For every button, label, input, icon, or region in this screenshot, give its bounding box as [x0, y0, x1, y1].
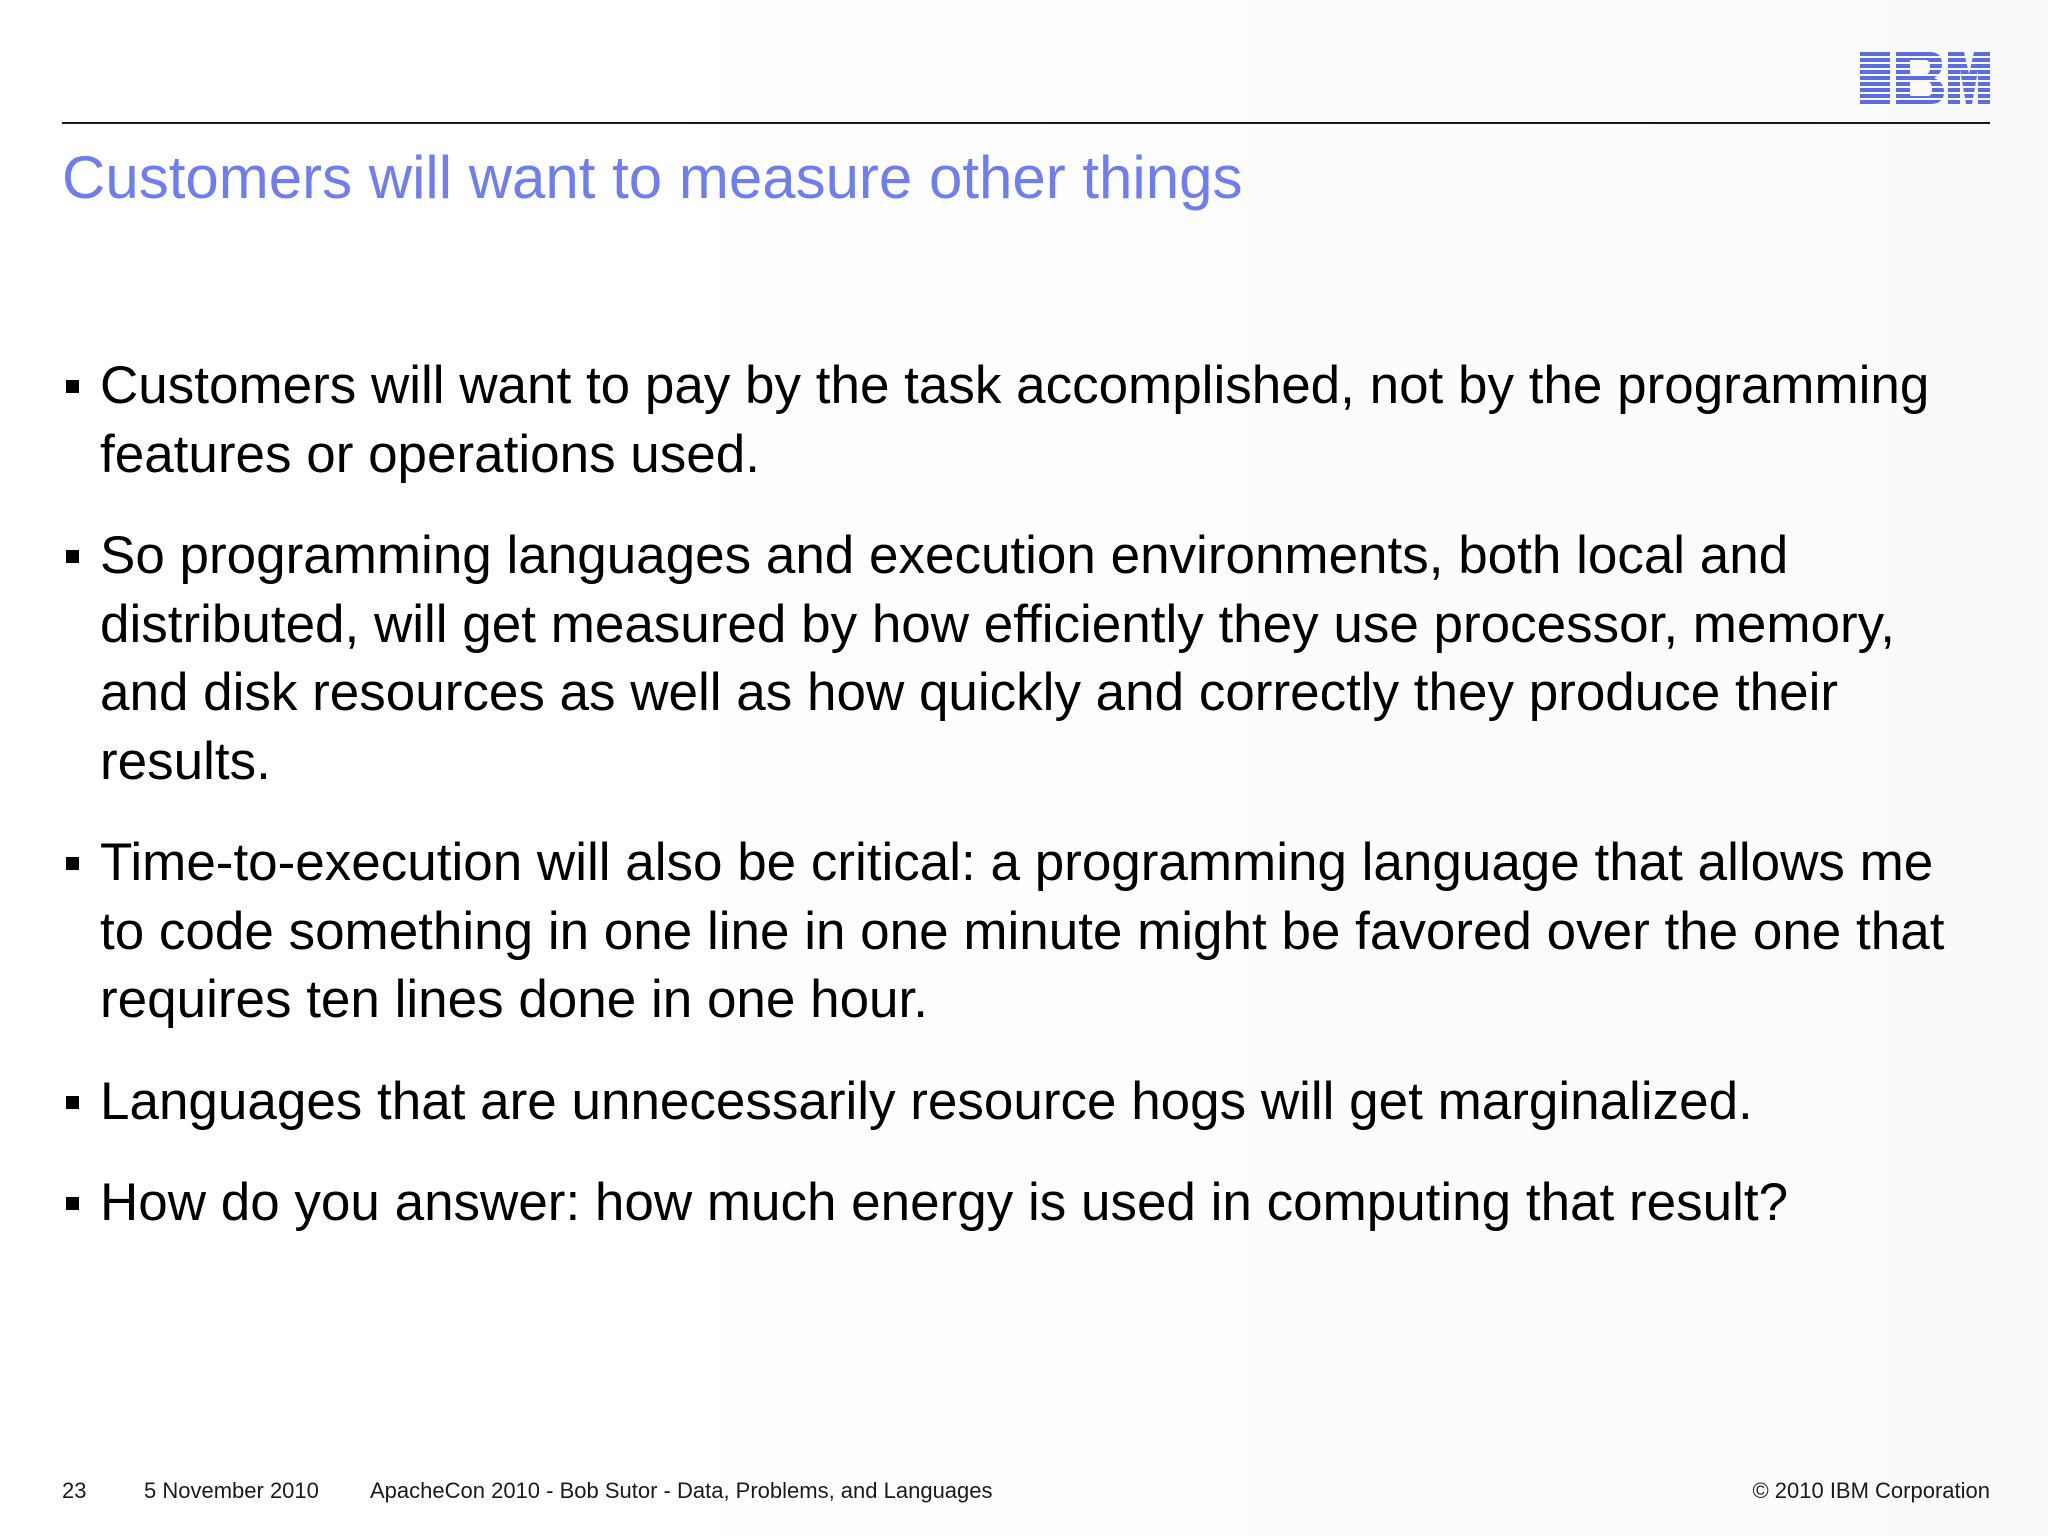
bullet-text: Customers will want to pay by the task accomplished, not by the programming features or operations used. [100, 356, 1930, 484]
bullet-text: So programming languages and execution environments, both local and distributed, will get measured by how efficiently they use processor, memory, and disk resources as well as how quickly and correctly they produce their results. [100, 526, 1895, 791]
bullet-item [62, 1068, 1952, 1137]
square-bullet-icon [66, 1197, 79, 1210]
square-bullet-icon [66, 1096, 79, 1109]
slide-title: Customers will want to measure other things [62, 144, 1243, 211]
square-bullet-icon [66, 857, 79, 870]
bullet-item [62, 1169, 1952, 1238]
ibm-logo [1860, 52, 1990, 104]
footer-talk-title: ApacheCon 2010 - Bob Sutor - Data, Problems, and Languages [370, 1478, 993, 1503]
header-rule [62, 122, 1990, 124]
square-bullet-icon [66, 380, 79, 393]
bullet-text: How do you answer: how much energy is used in computing that result? [100, 1173, 1789, 1232]
footer-date: 5 November 2010 [144, 1478, 319, 1503]
bullet-item [62, 522, 1952, 796]
bullet-item [62, 352, 1952, 489]
bullet-item [62, 829, 1952, 1035]
footer-copyright: © 2010 IBM Corporation [1752, 1478, 1990, 1503]
page-number: 23 [62, 1478, 87, 1503]
bullet-list [62, 352, 1952, 1271]
square-bullet-icon [66, 550, 79, 563]
bullet-text: Languages that are unnecessarily resource hogs will get marginalized. [100, 1071, 1753, 1131]
bullet-text: Time-to-execution will also be critical: a programming language that allows me to code something in one line in one minute might be favored over the one that requires ten lines done in one hour. [100, 833, 1945, 1029]
